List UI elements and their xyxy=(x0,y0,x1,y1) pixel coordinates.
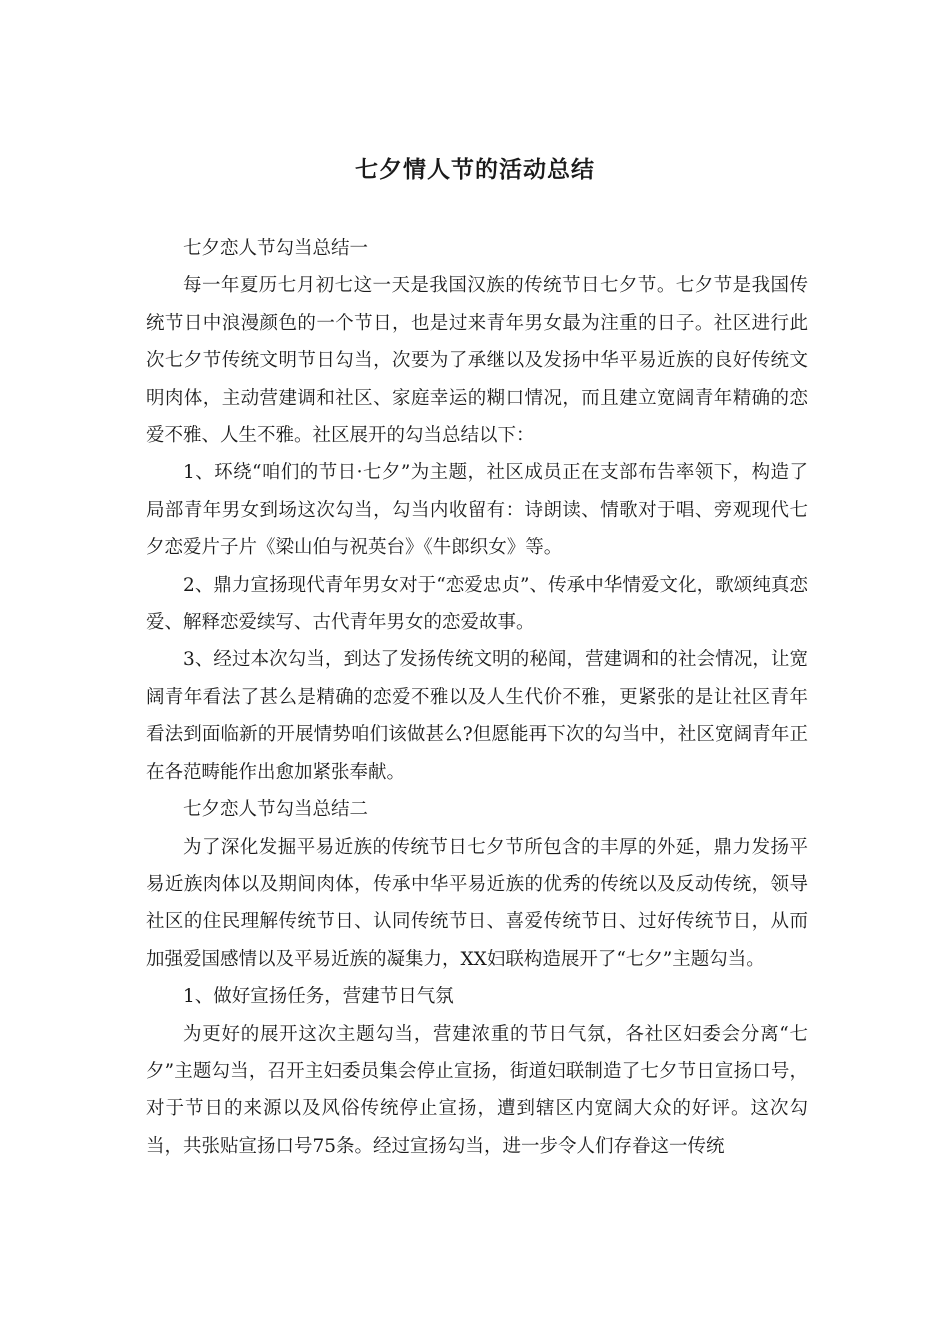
paragraph-promotion: 为更好的展开这次主题勾当，营建浓重的节日气氛，各社区妇委会分离“七夕”主题勾当，召开主妇委员集会停止宣扬，街道妇联制造了七夕节日宣扬口号，对于节日的来源以及风俗传统停止宣扬，遭到辖区内宽阔大众的好评。这次勾当，共张贴宣扬口号75条。经过宣扬勾当，进一步令人们存眷这一传统 xyxy=(146,1023,808,1157)
paragraph-item-1: 1、环绕“咱们的节日·七夕”为主题，社区成员正在支部布告率领下，构造了局部青年男女到场这次勾当，勾当内收留有：诗朗读、情歌对于唱、旁观现代七夕恋爱片子片《梁山伯与祝英台》《牛郎织女》等。 xyxy=(146,462,808,559)
section-heading-1: 七夕恋人节勾当总结一 xyxy=(183,238,369,259)
section-heading-2: 七夕恋人节勾当总结二 xyxy=(183,799,369,821)
paragraph-subheading-1: 1、做好宣扬任务，营建节日气氛 xyxy=(183,986,454,1008)
paragraph-item-3: 3、经过本次勾当，到达了发扬传统文明的秘闻，营建调和的社会情况，让宽阔青年看法了甚么是精确的恋爱不雅以及人生代价不雅，更紧张的是让社区青年看法到面临新的开展情势咱们该做甚么?但愿能再下次的勾当中，社区宽阔青年正在各范畴能作出愈加紧张奉献。 xyxy=(146,649,808,783)
document-title: 七夕情人节的活动总结 xyxy=(355,157,595,183)
document-body xyxy=(146,230,808,1165)
paragraph-item-2: 2、鼎力宣扬现代青年男女对于“恋爱忠贞”、传承中华情爱文化，歌颂纯真恋爱、解释恋爱续写、古代青年男女的恋爱故事。 xyxy=(146,574,808,634)
paragraph-section-2-intro: 为了深化发掘平易近族的传统节日七夕节所包含的丰厚的外延，鼎力发扬平易近族肉体以及期间肉体，传承中华平易近族的优秀的传统以及反动传统，领导社区的住民理解传统节日、认同传统节日、喜爱传统节日、过好传统节日，从而加强爱国感情以及平易近族的凝集力，XX妇联构造展开了“七夕”主题勾当。 xyxy=(146,836,808,970)
paragraph-intro: 每一年夏历七月初七这一天是我国汉族的传统节日七夕节。七夕节是我国传统节日中浪漫颜色的一个节日，也是过来青年男女最为注重的日子。社区进行此次七夕节传统文明节日勾当，次要为了承继以及发扬中华平易近族的良好传统文明肉体，主动营建调和社区、家庭幸运的糊口情况，而且建立宽阔青年精确的恋爱不雅、人生不雅。社区展开的勾当总结以下： xyxy=(146,275,808,447)
